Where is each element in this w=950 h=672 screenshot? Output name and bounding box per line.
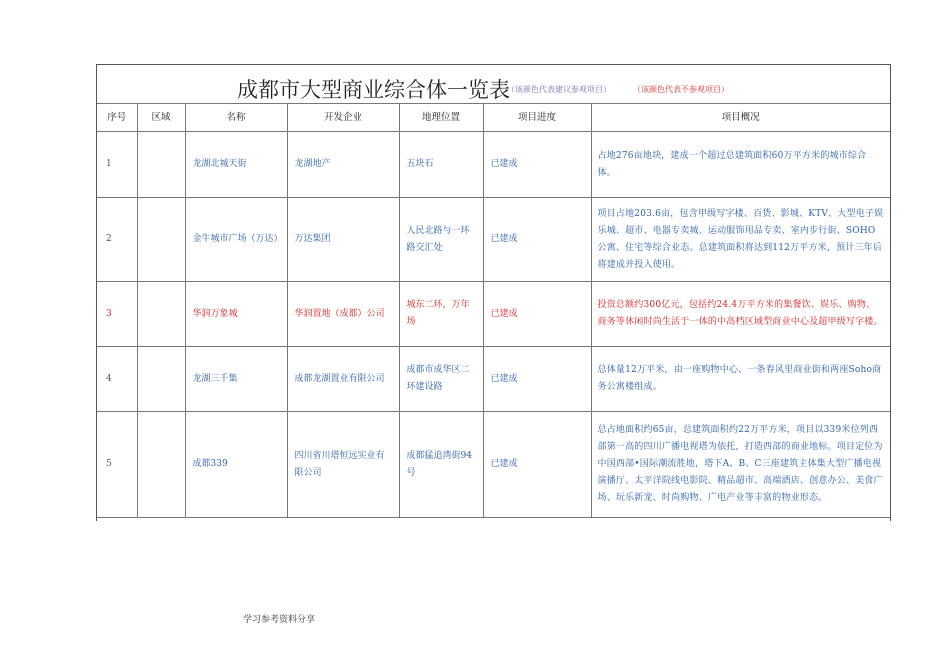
cell-name: 龙湖三千集	[185, 347, 287, 412]
page-title: 成都市大型商业综合体一览表	[237, 78, 510, 102]
cell-area	[137, 132, 185, 198]
cell-progress: 已建成	[483, 198, 591, 282]
title-row	[97, 65, 890, 104]
header-name: 名称	[185, 104, 287, 132]
cell-no: 5	[97, 412, 137, 518]
cell-name: 华润万象城	[185, 282, 287, 347]
cell-location: 五块石	[399, 132, 483, 198]
cell-location: 城东二环，万年场	[399, 282, 483, 347]
legend-suggest-note: （该颜色代表建议参观项目）	[507, 85, 611, 94]
header-no: 序号	[97, 104, 137, 132]
header-developer: 开发企业	[287, 104, 399, 132]
cell-name: 龙湖北城天街	[185, 132, 287, 198]
cell-area	[137, 412, 185, 518]
projects-table	[97, 103, 890, 518]
header-area: 区域	[137, 104, 185, 132]
cell-overview: 投资总额约300亿元，包括约24.4万平方米的集餐饮、娱乐、购物、商务等休闲时尚生活于一体的中高档区域型商业中心及超甲级写字楼。	[591, 282, 890, 347]
cell-area	[137, 282, 185, 347]
cell-progress: 已建成	[483, 132, 591, 198]
cell-progress: 已建成	[483, 347, 591, 412]
cell-progress: 已建成	[483, 282, 591, 347]
table-row	[97, 347, 890, 412]
header-overview: 项目概况	[591, 104, 890, 132]
cell-developer: 万达集团	[287, 198, 399, 282]
cell-no: 2	[97, 198, 137, 282]
cell-overview: 总占地面积约65亩，总建筑面积约22万平方米，项目以339米位列西部第一高的四川广播电视塔为依托，打造西部的商业地标。项目定位为中国西部•国际潮流胜地，塔下A、B、C三座建筑主体集大型广播电视演播厅、太平洋院线电影院、精品超市、高端酒店、创意办公、美食广场、玩乐新宠、时尚购物、广电产业等丰富的物业形态。	[591, 412, 890, 518]
cell-location: 人民北路与一环路交汇处	[399, 198, 483, 282]
cell-location: 成都市成华区二环建设路	[399, 347, 483, 412]
cell-developer: 龙湖地产	[287, 132, 399, 198]
header-progress: 项目进度	[483, 104, 591, 132]
cell-overview: 占地276亩地块，建成一个超过总建筑面积60万平方米的城市综合体。	[591, 132, 890, 198]
cell-developer: 四川省川塔恒远实业有限公司	[287, 412, 399, 518]
cell-no: 3	[97, 282, 137, 347]
table-sheet	[96, 64, 891, 521]
table-row	[97, 412, 890, 518]
header-location: 地理位置	[399, 104, 483, 132]
cell-no: 4	[97, 347, 137, 412]
table-row	[97, 198, 890, 282]
footer-text: 学习参考资料分享	[243, 615, 316, 625]
cell-no: 1	[97, 132, 137, 198]
legend-not-visit-note: （该颜色代表不参观项目）	[633, 85, 729, 94]
cell-developer: 成都龙湖置业有限公司	[287, 347, 399, 412]
cell-area	[137, 347, 185, 412]
cell-name: 成都339	[185, 412, 287, 518]
table-row	[97, 282, 890, 347]
cell-location: 成都猛追湾街94号	[399, 412, 483, 518]
cell-area	[137, 198, 185, 282]
table-row	[97, 132, 890, 198]
cell-overview: 总体量12万平米，由一座购物中心、一条春风里商业街和两座Soho商务公寓楼组成。	[591, 347, 890, 412]
cell-name: 金牛城市广场（万达）	[185, 198, 287, 282]
cell-progress: 已建成	[483, 412, 591, 518]
cell-developer: 华润置地（成都）公司	[287, 282, 399, 347]
cell-overview: 项目占地203.6亩，包含甲级写字楼、百货、影城、KTV、大型电子娱乐城、超市、电器专卖城、运动服饰用品专卖、室内步行街、SOHO公寓、住宅等综合业态。总建筑面积将达到112万平方米，预计三年后将建成并投入使用。	[591, 198, 890, 282]
header-row	[97, 104, 890, 132]
